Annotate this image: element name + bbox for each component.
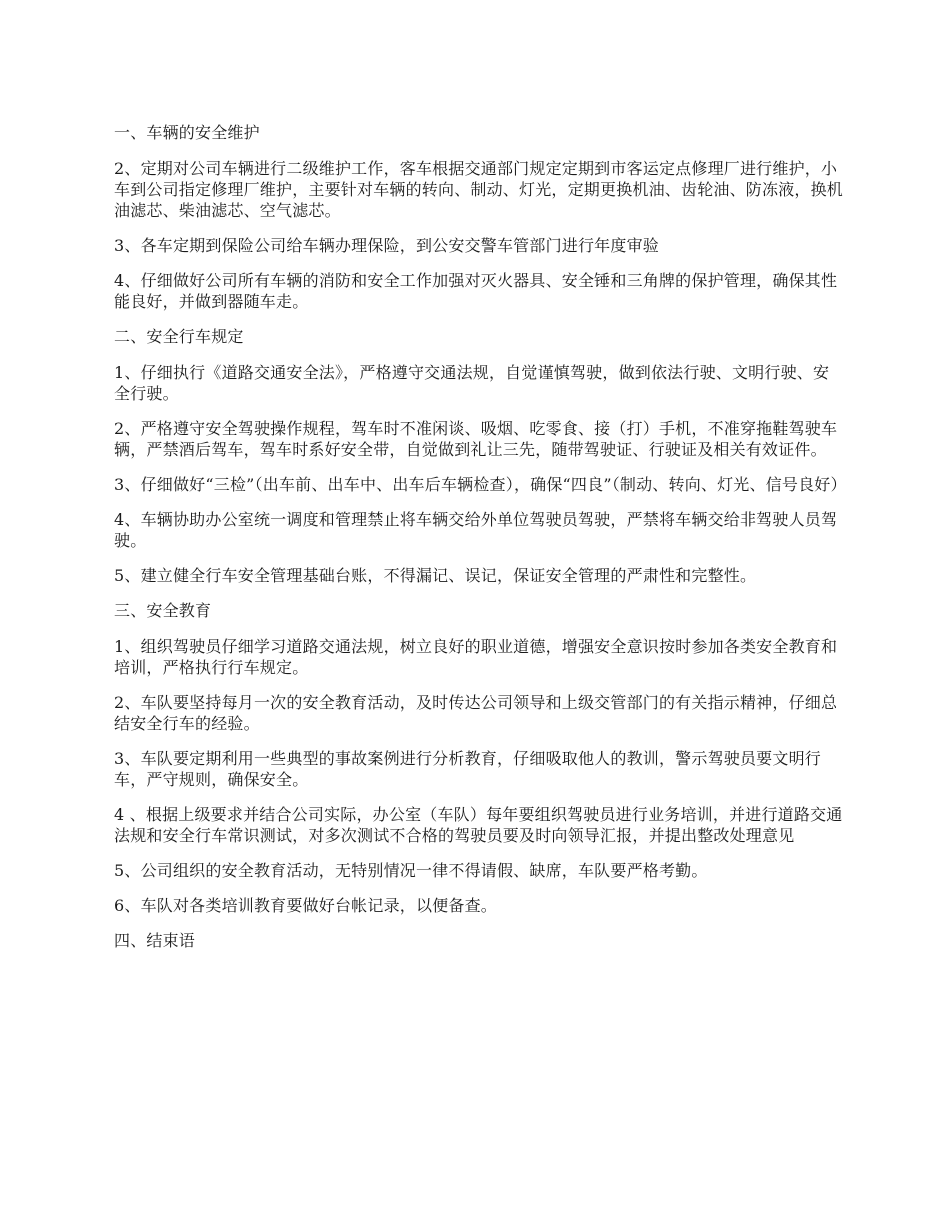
section-heading-3: 三、安全教育 xyxy=(114,601,212,620)
paragraph-3-4: 4 、根据上级要求并结合公司实际，办公室（车队）每年要组织驾驶员进行业务培训，并进行道路交通法规和安全行车常识测试，对多次测试不合格的驾驶员要及时向领导汇报，并提出整改处理意见 xyxy=(114,805,843,845)
document-page xyxy=(114,122,847,966)
paragraph-1-3: 3、各车定期到保险公司给车辆办理保险，到公安交警车管部门进行年度审验 xyxy=(114,236,659,255)
section-heading-1: 一、车辆的安全维护 xyxy=(114,123,260,142)
paragraph-2-1: 1、仔细执行《道路交通安全法》，严格遵守交通法规，自觉谨慎驾驶，做到依法行驶、文明行驶、安全行驶。 xyxy=(114,363,830,403)
paragraph-2-4: 4、车辆协助办公室统一调度和管理禁止将车辆交给外单位驾驶员驾驶，严禁将车辆交给非驾驶人员驾驶。 xyxy=(114,510,838,550)
paragraph-3-3: 3、车队要定期利用一些典型的事故案例进行分析教育，仔细吸取他人的教训，警示驾驶员要文明行车，严守规则，确保安全。 xyxy=(114,749,821,789)
section-heading-2: 二、安全行车规定 xyxy=(114,327,244,346)
paragraph-1-4: 4、仔细做好公司所有车辆的消防和安全工作加强对灭火器具、安全锤和三角牌的保护管理，确保其性能良好，并做到器随车走。 xyxy=(114,271,838,311)
section-heading-4: 四、结束语 xyxy=(114,931,196,950)
paragraph-3-5: 5、公司组织的安全教育活动，无特别情况一律不得请假、缺席，车队要严格考勤。 xyxy=(114,861,708,880)
paragraph-2-5: 5、建立健全行车安全管理基础台账，不得漏记、误记，保证安全管理的严肃性和完整性。 xyxy=(114,566,757,585)
paragraph-1-2: 2、定期对公司车辆进行二级维护工作，客车根据交通部门规定定期到市客运定点修理厂进行维护，小车到公司指定修理厂维护，主要针对车辆的转向、制动、灯光，定期更换机油、齿轮油、防冻液，换机油滤芯、柴油滤芯、空气滤芯。 xyxy=(114,159,844,220)
paragraph-3-2: 2、车队要坚持每月一次的安全教育活动，及时传达公司领导和上级交管部门的有关指示精神，仔细总结安全行车的经验。 xyxy=(114,693,838,733)
paragraph-3-1: 1、组织驾驶员仔细学习道路交通法规，树立良好的职业道德，增强安全意识按时参加各类安全教育和培训，严格执行行车规定。 xyxy=(114,637,838,677)
paragraph-3-6: 6、车队对各类培训教育要做好台帐记录，以便备查。 xyxy=(114,896,497,915)
paragraph-2-2: 2、严格遵守安全驾驶操作规程，驾车时不准闲谈、吸烟、吃零食、接（打）手机，不准穿拖鞋驾驶车辆，严禁酒后驾车，驾车时系好安全带，自觉做到礼让三先，随带驾驶证、行驶证及相关有效证件。 xyxy=(114,419,838,459)
paragraph-2-3: 3、仔细做好“三检”（出车前、出车中、出车后车辆检查），确保“四良”（制动、转向、灯光、信号良好） xyxy=(114,475,847,494)
